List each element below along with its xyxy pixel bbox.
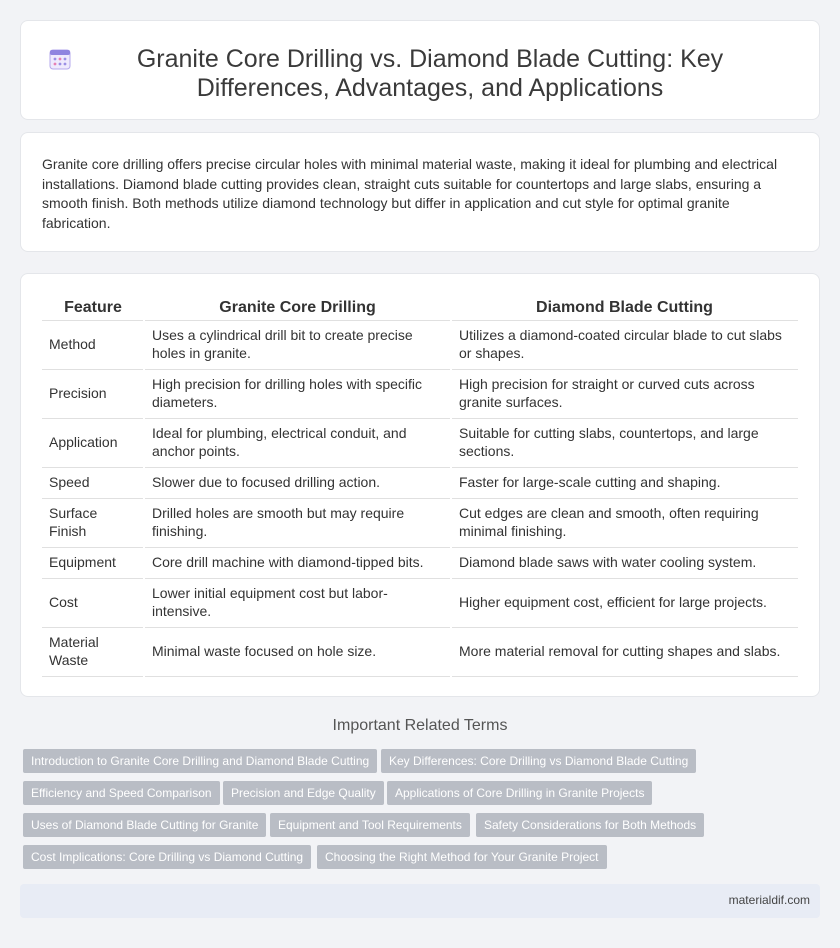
related-term-tag[interactable]: Safety Considerations for Both Methods [476, 813, 704, 837]
header-card [20, 20, 820, 120]
core-drilling-cell: Minimal waste focused on hole size. [144, 627, 451, 676]
blade-cutting-cell: Suitable for cutting slabs, countertops, and large sections. [451, 418, 798, 467]
table-row [42, 467, 798, 498]
feature-cell: Surface Finish [42, 498, 144, 547]
feature-cell: Speed [42, 467, 144, 498]
feature-cell: Material Waste [42, 627, 144, 676]
blade-cutting-cell: Diamond blade saws with water cooling system. [451, 547, 798, 578]
feature-cell: Equipment [42, 547, 144, 578]
table-row [42, 627, 798, 676]
intro-card [20, 132, 820, 252]
table-row [42, 418, 798, 467]
related-term-tag[interactable]: Uses of Diamond Blade Cutting for Granite [23, 813, 266, 837]
table-row [42, 320, 798, 369]
core-drilling-cell: High precision for drilling holes with specific diameters. [144, 369, 451, 418]
feature-cell: Application [42, 418, 144, 467]
feature-cell: Method [42, 320, 144, 369]
feature-cell: Cost [42, 578, 144, 627]
core-drilling-cell: Ideal for plumbing, electrical conduit, and anchor points. [144, 418, 451, 467]
related-terms-heading: Important Related Terms [332, 717, 508, 734]
related-term-tag[interactable]: Introduction to Granite Core Drilling and Diamond Blade Cutting [23, 749, 377, 773]
column-header-core-drilling: Granite Core Drilling [144, 294, 451, 320]
related-term-tag[interactable]: Choosing the Right Method for Your Granite Project [317, 845, 607, 869]
blade-cutting-cell: High precision for straight or curved cuts across granite surfaces. [451, 369, 798, 418]
core-drilling-cell: Drilled holes are smooth but may require finishing. [144, 498, 451, 547]
blade-cutting-cell: Faster for large-scale cutting and shaping. [451, 467, 798, 498]
related-term-tag[interactable]: Efficiency and Speed Comparison [23, 781, 220, 805]
related-term-tag[interactable]: Precision and Edge Quality [223, 781, 384, 805]
blade-cutting-cell: Higher equipment cost, efficient for large projects. [451, 578, 798, 627]
column-header-blade-cutting: Diamond Blade Cutting [451, 294, 798, 320]
core-drilling-cell: Lower initial equipment cost but labor-intensive. [144, 578, 451, 627]
feature-cell: Precision [42, 369, 144, 418]
related-term-tag[interactable]: Equipment and Tool Requirements [270, 813, 470, 837]
intro-paragraph: Granite core drilling offers precise circular holes with minimal material waste, making it ideal for plumbing and electrical installations. Diamond blade cutting provides clean, straight cuts suitable for countertops and large slabs, ensuring a smooth finish. Both methods utilize diamond technology but differ in application and cut style for optimal granite fabrication. [42, 156, 778, 231]
table-header-row [42, 294, 798, 320]
table-row [42, 498, 798, 547]
core-drilling-cell: Uses a cylindrical drill bit to create precise holes in granite. [144, 320, 451, 369]
table-row [42, 578, 798, 627]
comparison-table-card [20, 273, 820, 697]
footer-bar [20, 884, 820, 918]
column-header-feature: Feature [42, 294, 144, 320]
blade-cutting-cell: Cut edges are clean and smooth, often requiring minimal finishing. [451, 498, 798, 547]
table-row [42, 369, 798, 418]
related-term-tag[interactable]: Key Differences: Core Drilling vs Diamond Blade Cutting [381, 749, 696, 773]
core-drilling-cell: Slower due to focused drilling action. [144, 467, 451, 498]
comparison-table [42, 294, 798, 677]
blade-cutting-cell: Utilizes a diamond-coated circular blade to cut slabs or shapes. [451, 320, 798, 369]
related-term-tag[interactable]: Applications of Core Drilling in Granite Projects [387, 781, 652, 805]
related-term-tag[interactable]: Cost Implications: Core Drilling vs Diamond Cutting [23, 845, 311, 869]
core-drilling-cell: Core drill machine with diamond-tipped bits. [144, 547, 451, 578]
site-link[interactable]: materialdif.com [728, 893, 810, 907]
page-title: Granite Core Drilling vs. Diamond Blade Cutting: Key Differences, Advantages, and Applications [136, 45, 724, 102]
blade-cutting-cell: More material removal for cutting shapes and slabs. [451, 627, 798, 676]
table-row [42, 547, 798, 578]
